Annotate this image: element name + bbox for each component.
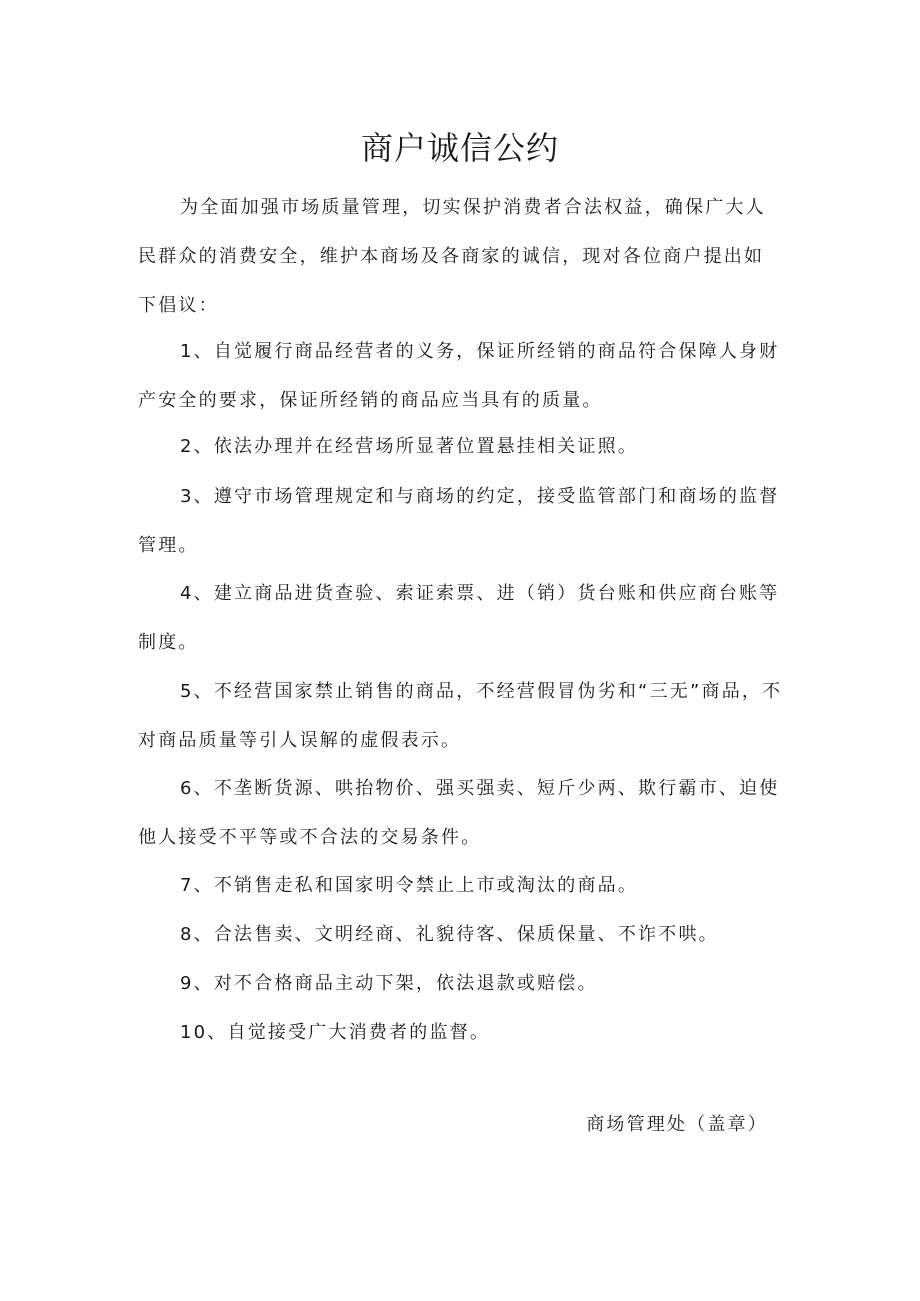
clause-7: 7、不销售走私和国家明令禁止上市或淘汰的商品。 — [180, 875, 639, 896]
signature-stamp-line: 商场管理处（盖章） — [586, 1114, 768, 1135]
document-title: 商户诚信公约 — [360, 129, 559, 167]
clause-4: 4、建立商品进货查验、索证索票、进（销）货台账和供应商台账等制度。 — [138, 583, 780, 653]
intro-paragraph: 为全面加强市场质量管理，切实保护消费者合法权益，确保广大人民群众的消费安全，维护本商场及各商家的诚信，现对各位商户提出如下倡议： — [138, 197, 766, 316]
clause-5: 5、不经营国家禁止销售的商品，不经营假冒伪劣和“三无”商品，不对商品质量等引人误解的虚假表示。 — [138, 681, 783, 751]
clause-1: 1、自觉履行商品经营者的义务，保证所经销的商品符合保障人身财产安全的要求，保证所经销的商品应当具有的质量。 — [138, 341, 780, 411]
clause-10: 10、自觉接受广大消费者的监督。 — [180, 1022, 491, 1043]
clause-3: 3、遵守市场管理规定和与商场的约定，接受监管部门和商场的监督管理。 — [138, 486, 780, 556]
clause-9: 9、对不合格商品主动下架，依法退款或赔偿。 — [180, 973, 598, 994]
clause-8: 8、合法售卖、文明经商、礼貌待客、保质保量、不诈不哄。 — [180, 924, 719, 945]
clause-2: 2、依法办理并在经营场所显著位置悬挂相关证照。 — [180, 436, 639, 457]
clause-6: 6、不垄断货源、哄抬物价、强买强卖、短斤少两、欺行霸市、迫使他人接受不平等或不合法的交易条件。 — [138, 778, 780, 848]
